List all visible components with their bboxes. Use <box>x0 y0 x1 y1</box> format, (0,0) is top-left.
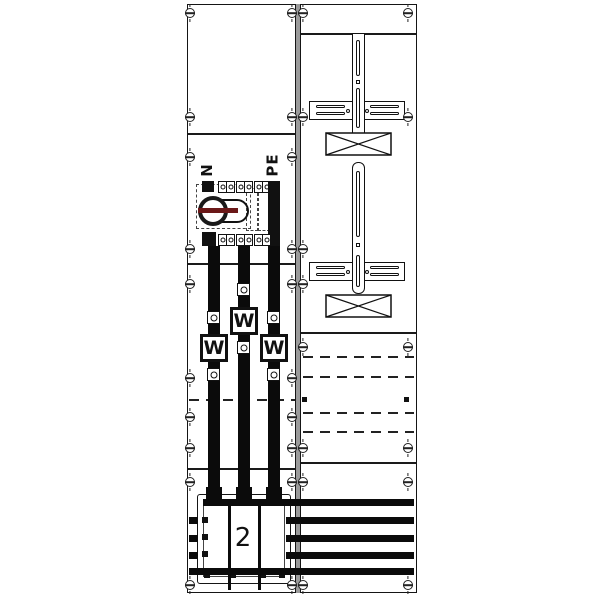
busbar-foot <box>206 487 222 499</box>
bracket-slot <box>316 105 345 108</box>
meter-box <box>260 334 288 362</box>
busbar-foot <box>236 487 252 499</box>
neutral-terminal-block <box>202 181 214 192</box>
marker-dot <box>404 397 409 402</box>
busbar-stub <box>189 552 198 559</box>
mounting-screw-icon <box>298 279 308 289</box>
rail-hole <box>356 80 360 84</box>
mounting-screw-icon <box>287 477 297 487</box>
section-line <box>301 332 416 334</box>
din-rail-vertical <box>352 33 365 134</box>
connector-rod <box>258 499 261 590</box>
bracket-hole <box>346 109 350 113</box>
meter-label: W <box>203 337 225 359</box>
crossed-module-box <box>325 132 392 156</box>
dashed-reserve-line <box>303 376 414 378</box>
rail-slot <box>356 255 360 287</box>
mounting-screw-icon <box>185 279 195 289</box>
mounting-screw-icon <box>185 412 195 422</box>
rail-hole <box>356 243 360 247</box>
bracket-slot <box>370 273 399 276</box>
busbar-fixing <box>237 283 250 296</box>
bracket-hole <box>365 270 369 274</box>
bracket-slot <box>370 266 399 269</box>
dashed-reserve-line <box>303 431 414 433</box>
notch-tab <box>202 517 208 523</box>
busbar-horizontal <box>286 517 414 524</box>
busbar-fixing <box>267 368 280 381</box>
marker-dot <box>302 397 307 402</box>
rail-slot <box>356 171 360 237</box>
mounting-screw-icon <box>185 580 195 590</box>
busbar-stub <box>189 517 198 524</box>
mounting-screw-icon <box>298 477 308 487</box>
dashed-reserve-line <box>303 412 414 414</box>
mounting-screw-icon <box>185 8 195 18</box>
mounting-screw-icon <box>287 580 297 590</box>
mounting-screw-icon <box>298 8 308 18</box>
mounting-screw-icon <box>403 477 413 487</box>
busbar-horizontal <box>286 552 414 559</box>
busbar-horizontal <box>189 568 414 575</box>
connector-rod <box>228 499 231 590</box>
mounting-screw-icon <box>287 152 297 162</box>
mounting-screw-icon <box>298 244 308 254</box>
din-rail-vertical <box>352 162 365 294</box>
bracket-slot <box>316 266 345 269</box>
busbar-fixing <box>207 368 220 381</box>
mounting-screw-icon <box>185 443 195 453</box>
mounting-screw-icon <box>298 580 308 590</box>
bracket-slot <box>316 273 345 276</box>
busbar-horizontal <box>203 499 414 506</box>
mounting-screw-icon <box>298 112 308 122</box>
terminal-cell <box>226 234 235 246</box>
meter-box <box>200 334 228 362</box>
bracket-hole <box>346 270 350 274</box>
dashed-reserve-line <box>303 356 414 358</box>
busbar-fixing <box>237 341 250 354</box>
mounting-screw-icon <box>287 412 297 422</box>
bracket-hole <box>365 109 369 113</box>
bracket-slot <box>316 112 345 115</box>
meter-label: W <box>263 337 285 359</box>
bracket-slot <box>370 112 399 115</box>
crossed-box-icon <box>325 132 392 156</box>
mounting-screw-icon <box>287 443 297 453</box>
mounting-screw-icon <box>185 152 195 162</box>
crossed-box-icon <box>325 294 392 318</box>
section-line <box>188 133 295 135</box>
mounting-screw-icon <box>287 279 297 289</box>
mounting-screw-icon <box>403 342 413 352</box>
mounting-screw-icon <box>287 373 297 383</box>
busbar-horizontal <box>286 535 414 542</box>
terminal-block <box>202 232 216 246</box>
busbar-stub <box>189 535 198 542</box>
compartment-label: 2 <box>234 523 252 553</box>
mounting-screw-icon <box>403 8 413 18</box>
mounting-screw-icon <box>403 112 413 122</box>
terminal-cell <box>244 234 253 246</box>
bracket-slot <box>370 105 399 108</box>
mounting-screw-icon <box>287 8 297 18</box>
rail-slot <box>356 88 360 128</box>
pe-label: PE <box>264 153 282 177</box>
mounting-screw-icon <box>185 373 195 383</box>
mounting-screw-icon <box>298 443 308 453</box>
mounting-screw-icon <box>185 244 195 254</box>
rail-slot <box>356 40 360 76</box>
mounting-screw-icon <box>287 112 297 122</box>
terminal-cell <box>226 181 235 193</box>
notch-tab <box>202 534 208 540</box>
terminal-cell <box>262 234 271 246</box>
mounting-screw-icon <box>287 244 297 254</box>
notch-tab <box>202 551 208 557</box>
busbar-fixing <box>207 311 220 324</box>
terminal-cell <box>244 181 253 193</box>
mounting-screw-icon <box>185 477 195 487</box>
mounting-screw-icon <box>403 580 413 590</box>
busbar-foot <box>266 487 282 499</box>
switch-handle <box>198 208 238 213</box>
crossed-module-box <box>325 294 392 318</box>
mounting-screw-icon <box>185 112 195 122</box>
mounting-screw-icon <box>403 443 413 453</box>
mounting-screw-icon <box>298 342 308 352</box>
busbar-fixing <box>267 311 280 324</box>
section-line <box>301 462 416 464</box>
neutral-label: N <box>198 163 216 177</box>
meter-box <box>230 307 258 335</box>
meter-label: W <box>233 310 255 332</box>
